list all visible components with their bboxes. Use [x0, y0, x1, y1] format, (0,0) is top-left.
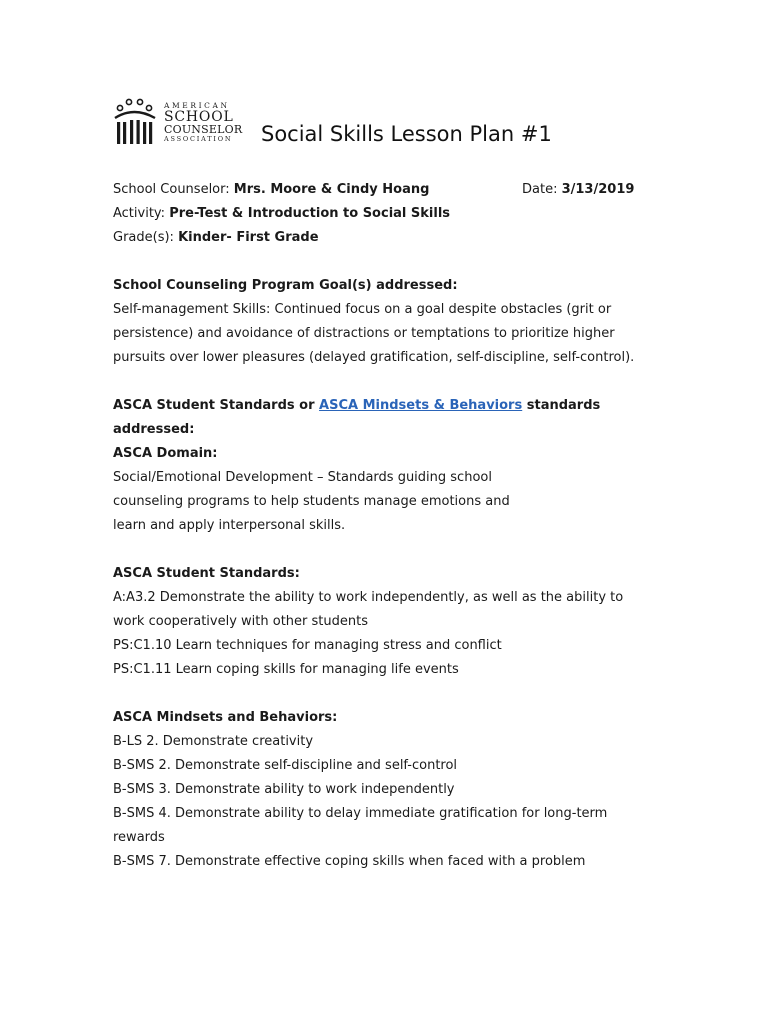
grade-value: Kinder- First Grade — [178, 230, 319, 245]
counselor-value: Mrs. Moore & Cindy Hoang — [233, 182, 430, 197]
mindsets-heading: ASCA Mindsets and Behaviors: — [113, 710, 338, 725]
header — [112, 92, 252, 152]
counselor-label: School Counselor: — [113, 182, 234, 197]
goals-heading: School Counseling Program Goal(s) addressed: — [113, 278, 458, 293]
date-field — [522, 178, 634, 202]
domain-heading: ASCA Domain: — [113, 446, 218, 461]
mindset-line: B-SMS 7. Demonstrate effective coping skills when faced with a problem — [113, 854, 586, 869]
activity-line — [113, 202, 673, 226]
spacer — [113, 250, 673, 274]
asca-people-logo-icon — [112, 96, 158, 148]
grade-line — [113, 226, 673, 250]
activity-label: Activity: — [113, 206, 170, 221]
standards-heading-line2: addressed: — [113, 422, 195, 437]
activity-value: Pre-Test & Introduction to Social Skills — [169, 206, 451, 221]
logo-wordmark — [164, 102, 242, 143]
grade-label: Grade(s): — [113, 230, 179, 245]
student-standard-line: work cooperatively with other students — [113, 614, 368, 629]
page-title: Social Skills Lesson Plan #1 — [261, 122, 552, 146]
standards-heading-part2: standards — [522, 398, 601, 413]
student-standard-line: PS:C1.10 Learn techniques for managing stress and conflict — [113, 638, 502, 653]
asca-logo — [112, 92, 252, 152]
standards-heading-part1: ASCA Student Standards or — [113, 398, 320, 413]
spacer — [113, 682, 673, 706]
logo-line-school: SCHOOL — [164, 109, 234, 125]
spacer — [113, 538, 673, 562]
domain-text-line: counseling programs to help students manage emotions and — [113, 494, 510, 509]
goals-text-line: pursuits over lower pleasures (delayed gratification, self-discipline, self-control). — [113, 350, 635, 365]
lesson-content — [113, 178, 673, 874]
mindsets-behaviors-link[interactable]: ASCA Mindsets & Behaviors — [319, 398, 523, 413]
mindset-line: rewards — [113, 830, 165, 845]
spacer — [113, 370, 673, 394]
logo-line-american: AMERICAN — [164, 100, 230, 110]
date-value: 3/13/2019 — [561, 182, 635, 197]
domain-text-line: Social/Emotional Development – Standards guiding school — [113, 470, 492, 485]
mindset-line: B-LS 2. Demonstrate creativity — [113, 734, 314, 749]
mindset-line: B-SMS 4. Demonstrate ability to delay immediate gratification for long-term — [113, 806, 608, 821]
standards-heading — [113, 394, 673, 418]
logo-line-association: ASSOCIATION — [164, 135, 233, 143]
counselor-line — [113, 178, 673, 202]
mindset-line: B-SMS 2. Demonstrate self-discipline and self-control — [113, 758, 458, 773]
goals-text-line: persistence) and avoidance of distractions or temptations to prioritize higher — [113, 326, 615, 341]
student-standards-heading: ASCA Student Standards: — [113, 566, 300, 581]
student-standard-line: A:A3.2 Demonstrate the ability to work independently, as well as the ability to — [113, 590, 624, 605]
domain-text-line: learn and apply interpersonal skills. — [113, 518, 346, 533]
goals-text-line: Self-management Skills: Continued focus on a goal despite obstacles (grit or — [113, 302, 612, 317]
logo-line-counselor: COUNSELOR — [164, 123, 243, 136]
mindset-line: B-SMS 3. Demonstrate ability to work independently — [113, 782, 455, 797]
date-label: Date: — [522, 182, 562, 197]
student-standard-line: PS:C1.11 Learn coping skills for managing life events — [113, 662, 459, 677]
